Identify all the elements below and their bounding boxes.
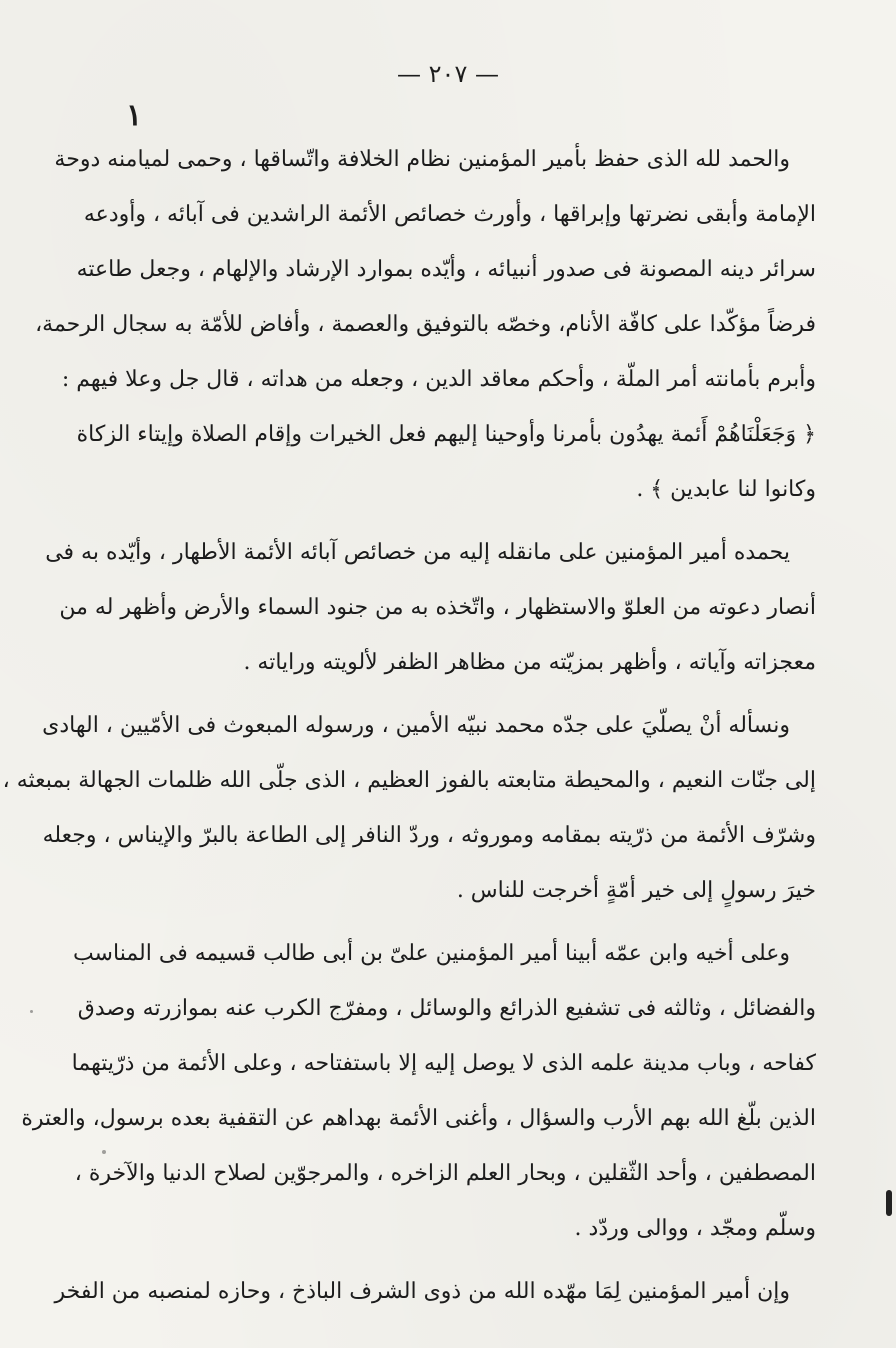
paragraph (21, 934, 816, 1264)
paragraph (35, 140, 816, 525)
text-line: سرائر دينه المصونة فى صدور أنبيائه ، وأيّده بموارد الإرشاد والإلهام ، وجعل طاعته (76, 257, 816, 282)
text-line: كفاحه ، وباب مدينة علمه الذى لا يوصل إليه إلا باستفتاحه ، وعلى الأئمة من ذرّيتهما (71, 1051, 816, 1076)
scan-speck (30, 1010, 33, 1013)
text-line: وإن أمير المؤمنين لِمَا مهّده الله من ذوى الشرف الباذخ ، وحازه لمنصبه من الفخر (54, 1279, 790, 1304)
paragraph (54, 1272, 816, 1327)
text-line: فرضاً مؤكّدا على كافّة الأنام، وخصّه بالتوفيق والعصمة ، وأفاض للأمّة به سجال الرحمة، (35, 312, 816, 337)
body-text (2, 140, 816, 1327)
text-line: يحمده أمير المؤمنين على مانقله إليه من خصائص آبائه الأئمة الأطهار ، وأيّده به فى (45, 540, 790, 565)
text-line: إلى جنّات النعيم ، والمحيطة متابعته بالفوز العظيم ، الذى جلّى الله ظلمات الجهالة بمبعثه ، (2, 768, 816, 793)
text-line: وعلى أخيه وابن عمّه أبينا أمير المؤمنين علىّ بن أبى طالب قسيمه فى المناسب (72, 941, 790, 966)
text-line: أنصار دعوته من العلوّ والاستظهار ، واتّخذه به من جنود السماء والأرض وأظهر له من (59, 595, 816, 620)
text-line: الإمامة وأبقى نضرتها وإبراقها ، وأورث خصائص الأئمة الراشدين فى آبائه ، وأودعه (83, 202, 816, 227)
text-line: وسلّم ومجّد ، ووالى وردّد . (574, 1216, 816, 1241)
text-line: الذين بلّغ الله بهم الأرب والسؤال ، وأغنى الأئمة بهداهم عن التقفية بعده برسول، والعترة (21, 1106, 816, 1131)
paragraph (45, 533, 816, 698)
scan-speck (102, 1150, 106, 1154)
text-line: وشرّف الأئمة من ذرّيته بمقامه وموروثه ، وردّ النافر إلى الطاعة بالبرّ والإيناس ، وجعله (42, 823, 816, 848)
text-line: معجزاته وآياته ، وأظهر بمزيّته من مظاهر الظفر لألويته وراياته . (243, 650, 816, 675)
text-line: والحمد لله الذى حفظ بأمير المؤمنين نظام الخلافة واتّساقها ، وحمى لميامنه دوحة (54, 147, 790, 172)
page-number: — ٢٠٧ — (397, 60, 499, 88)
text-line: المصطفين ، وأحد الثّقلين ، وبحار العلم الزاخره ، والمرجوّين لصلاح الدنيا والآخرة ، (74, 1161, 816, 1186)
text-line: خيرَ رسولٍ إلى خير أمّةٍ أخرجت للناس . (456, 878, 816, 903)
paragraph (2, 706, 816, 926)
quran-verse-line: وكانوا لنا عابدين ﴾ . (636, 477, 816, 502)
section-mark: ١ (126, 98, 143, 133)
text-line: ونسأله أنْ يصلّيَ على جدّه محمد نبيّه الأمين ، ورسوله المبعوث فى الأمّيين ، الهادى (42, 713, 790, 738)
text-line: والفضائل ، وثالثه فى تشفيع الذرائع والوسائل ، ومفرّج الكرب عنه بموازرته وصدق (77, 996, 816, 1021)
text-line: وأبرم بأمانته أمر الملّة ، وأحكم معاقد الدين ، وجعله من هداته ، قال جل وعلا فيهم : (61, 367, 816, 392)
quran-verse-line: ﴿ وَجَعَلْنَاهُمْ أَئمة يهدُون بأمرنا وأوحينا إليهم فعل الخيرات وإقام الصلاة وإيتاء الزكاة (76, 422, 816, 447)
scan-edge-mark (886, 1190, 892, 1216)
